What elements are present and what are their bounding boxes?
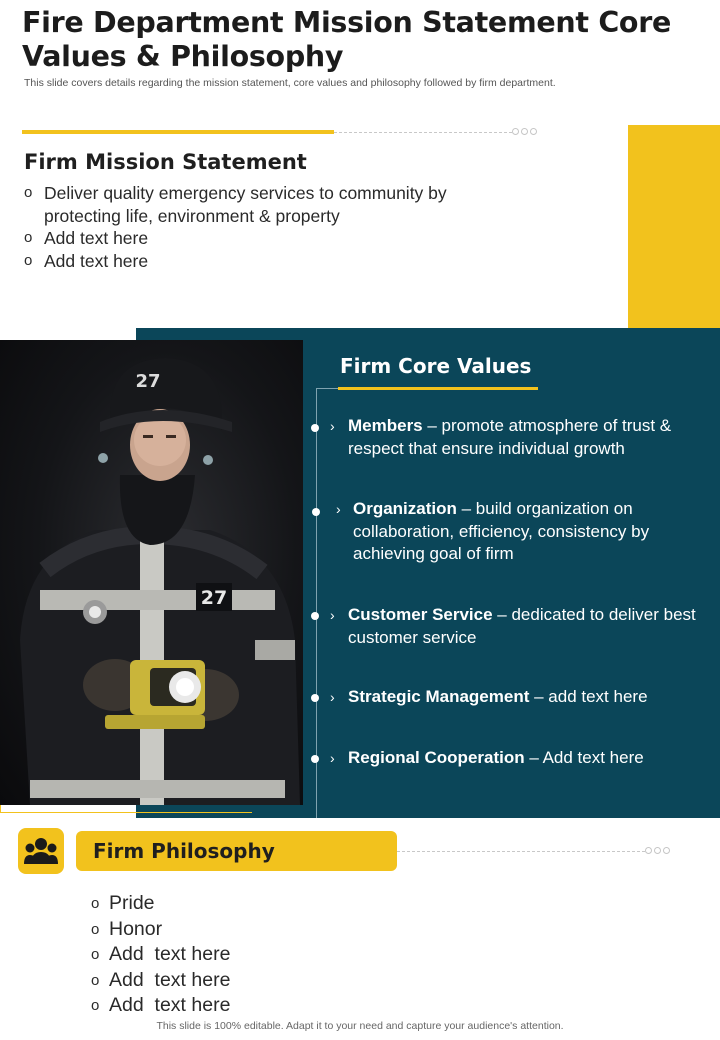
footer-note: This slide is 100% editable. Adapt it to your need and capture your audience's attention. [156,1020,564,1032]
timeline-line [316,388,317,818]
core-value-term: Members [348,416,423,435]
core-value-desc: – dedicated to deliver best customer service [348,605,696,647]
photo-frame-accent [0,805,252,813]
philosophy-item-text: Pride [109,892,155,914]
philosophy-item-text: Add text here [109,943,231,965]
divider-dot [645,847,652,854]
core-value-item [348,686,713,709]
core-value-term: Regional Cooperation [348,748,525,767]
decorative-yellow-block [628,125,720,328]
core-values-heading: Firm Core Values [340,354,532,378]
philosophy-item-text: Honor [109,917,163,940]
chest-number: 27 [200,587,228,609]
list-item [91,968,230,994]
helmet-number: 27 [135,371,161,392]
core-value-desc: – build organization on collaboration, efficiency, consistency by achieving goal of firm [353,499,650,563]
list-item [24,182,484,227]
list-item [24,250,484,273]
list-item [91,891,230,917]
timeline-dot [311,694,319,702]
philosophy-item-text: Add text here [109,968,231,991]
mission-item-text: Add text here [44,228,149,248]
list-item [24,227,484,250]
chevron-right-icon: › [330,750,335,766]
mission-heading: Firm Mission Statement [24,150,307,174]
section-divider-dashed [334,132,512,133]
core-value-term: Customer Service [348,605,493,624]
core-value-desc: – promote atmosphere of trust & respect that ensure individual growth [348,416,672,458]
bullet-marker: o [91,920,100,938]
core-value-desc: – add text here [529,687,648,706]
timeline-dot [311,612,319,620]
section-divider-accent [22,130,334,134]
chevron-right-icon: › [330,418,335,434]
chevron-right-icon: › [336,501,341,517]
philosophy-heading: Firm Philosophy [93,839,275,863]
philosophy-list [91,891,230,1019]
mission-item-text: Deliver quality emergency services to community by protecting life, environment & property [44,183,447,226]
core-value-term: Organization [353,499,457,518]
bullet-marker: o [91,946,100,963]
bullet-marker: o [24,184,33,201]
chevron-right-icon: › [330,689,335,705]
core-value-item [348,415,703,460]
bullet-marker: o [91,895,100,912]
bullet-marker: o [91,997,100,1014]
core-value-item [348,604,708,649]
section-divider-dashed [397,851,645,852]
divider-dot [512,128,519,135]
core-value-desc: – Add text here [524,748,644,767]
mission-item-text: Add text here [44,250,149,271]
divider-dot [530,128,537,135]
timeline-dot [312,508,320,516]
team-icon-glyph [24,836,58,866]
page-title: Fire Department Mission Statement Core Values & Philosophy [22,6,671,73]
chevron-right-icon: › [330,607,335,623]
timeline-cap [316,388,338,389]
list-item [91,942,230,968]
firefighter-photo [0,340,303,805]
core-value-item [348,747,713,770]
core-values-underline [338,387,538,390]
page-subtitle: This slide covers details regarding the mission statement, core values and philosophy followed by firm department. [24,77,556,89]
list-item [91,993,230,1019]
firefighter-illustration [0,340,303,805]
timeline-dot [311,755,319,763]
team-icon [18,828,64,874]
philosophy-item-text: Add text here [109,994,231,1016]
divider-dot [521,128,528,135]
mission-list [24,182,484,272]
timeline-dot [311,424,319,432]
divider-dots [512,128,537,135]
core-value-term: Strategic Management [348,687,530,706]
bullet-marker: o [91,971,100,989]
divider-dot [654,847,661,854]
divider-dots [645,847,670,854]
core-value-item [353,498,698,566]
bullet-marker: o [24,229,33,246]
list-item [91,917,230,943]
bullet-marker: o [24,251,33,269]
divider-dot [663,847,670,854]
